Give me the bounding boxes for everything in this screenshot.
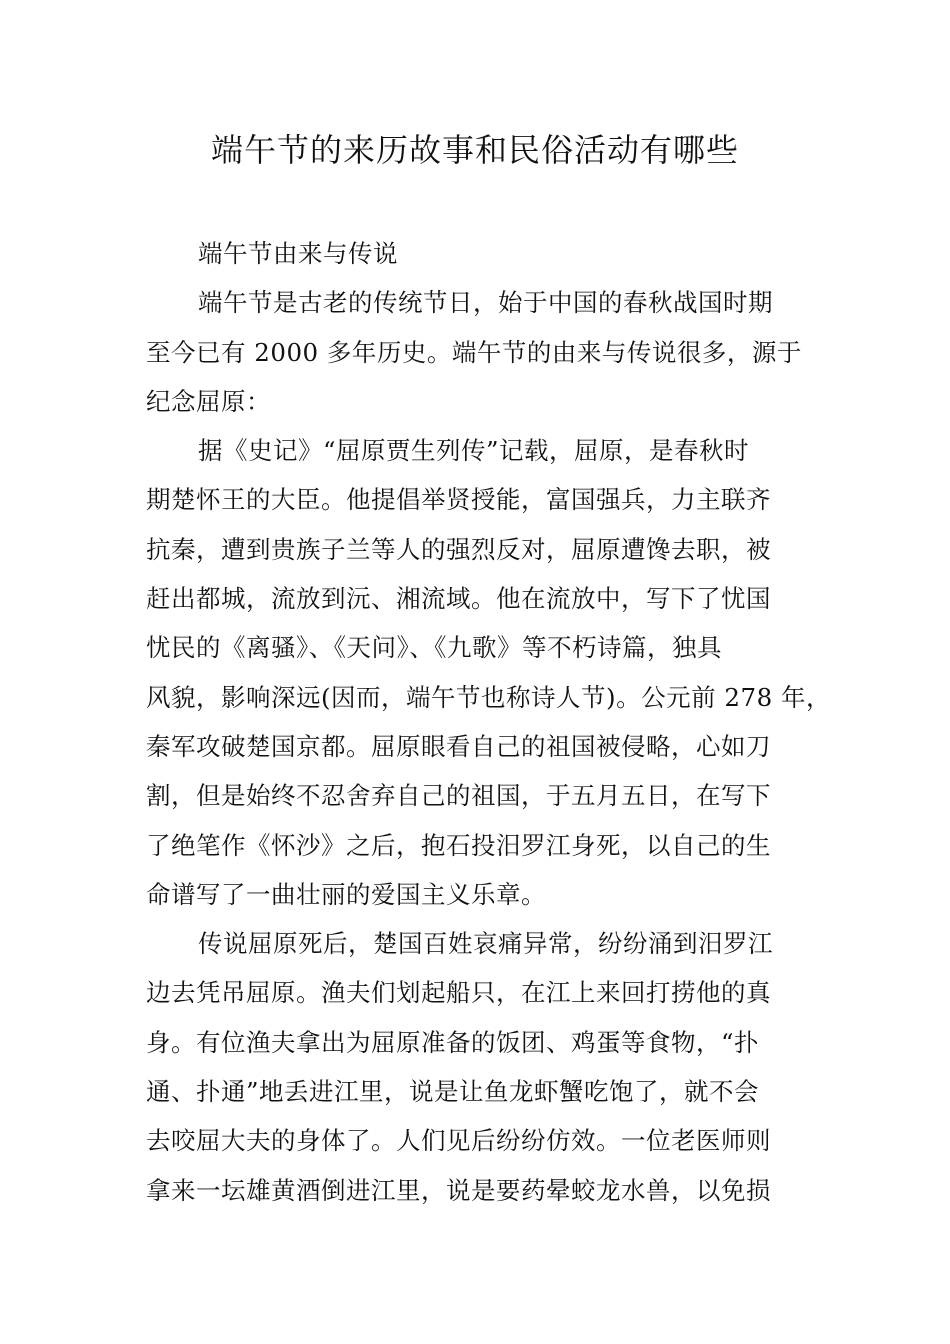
paragraph-line: 秦军攻破楚国京都。屈原眼看自己的祖国被侵略，心如刀 [146, 731, 771, 761]
paragraph-line: 命谱写了一曲壮丽的爱国主义乐章。 [146, 879, 546, 909]
paragraph-line: 传说屈原死后，楚国百姓哀痛异常，纷纷涌到汨罗江 [198, 929, 773, 959]
paragraph-line: 忧民的《离骚》、《天问》、《九歌》等不朽诗篇，独具 [146, 633, 722, 663]
paragraph-line: 割，但是始终不忍舍弃自己的祖国，于五月五日，在写下 [146, 781, 771, 811]
paragraph-line: 期楚怀王的大臣。他提倡举贤授能，富国强兵，力主联齐 [146, 485, 771, 515]
paragraph-line: 至今已有 2000 多年历史。端午节的由来与传说很多，源于 [146, 337, 802, 367]
paragraph-line: 拿来一坛雄黄酒倒进江里，说是要药晕蛟龙水兽，以免损 [146, 1175, 771, 1205]
paragraph-line: 去咬屈大夫的身体了。人们见后纷纷仿效。一位老医师则 [146, 1126, 771, 1156]
paragraph-line: 身。有位渔夫拿出为屈原准备的饭团、鸡蛋等食物，“扑 [146, 1027, 760, 1057]
paragraph-line: 纪念屈原： [146, 386, 271, 416]
paragraph-line: 边去凭吊屈原。渔夫们划起船只，在江上来回打捞他的真 [146, 978, 771, 1008]
paragraph-line: 通、扑通”地丢进江里，说是让鱼龙虾蟹吃饱了，就不会 [146, 1077, 760, 1107]
section-heading: 端午节由来与传说 [198, 239, 398, 268]
paragraph-line: 据《史记》“屈原贾生列传”记载，屈原，是春秋时 [198, 436, 750, 466]
document-title: 端午节的来历故事和民俗活动有哪些 [210, 131, 739, 169]
paragraph-line: 抗秦，遭到贵族子兰等人的强烈反对，屈原遭馋去职，被 [146, 534, 771, 564]
document-body [146, 229, 831, 1215]
paragraph-line: 赶出都城，流放到沅、湘流域。他在流放中，写下了忧国 [146, 584, 771, 614]
paragraph-line: 了绝笔作《怀沙》之后，抱石投汨罗江身死，以自己的生 [146, 830, 771, 860]
paragraph-line: 端午节是古老的传统节日，始于中国的春秋战国时期 [198, 288, 773, 318]
paragraph-line: 风貌，影响深远(因而，端午节也称诗人节)。公元前 278 年， [146, 682, 831, 712]
